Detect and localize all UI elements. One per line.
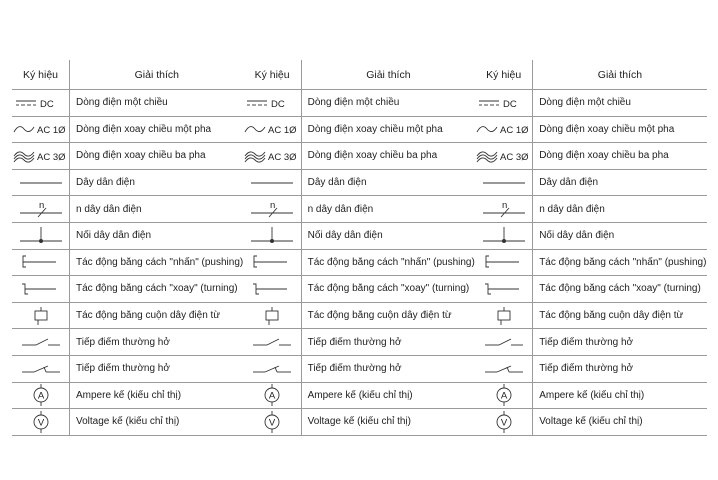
ac-single-phase-icon <box>12 117 70 143</box>
row-description: Tiếp điểm thường hở <box>539 336 634 348</box>
symbol-text: V <box>37 417 44 429</box>
push-actuator-icon <box>12 250 70 276</box>
ammeter-icon <box>475 383 533 409</box>
table-row <box>244 90 476 117</box>
row-description: Ampere kế (kiểu chỉ thị) <box>307 389 413 401</box>
wire-icon <box>244 170 302 196</box>
ac-single-phase-icon <box>244 117 302 143</box>
header-symbol: Ký hiệu <box>12 60 70 89</box>
symbol-text: V <box>268 417 276 429</box>
normally-open-contact-alt-icon <box>244 356 302 382</box>
table-row <box>244 409 476 436</box>
table-row <box>12 223 244 250</box>
row-description: Tác động bằng cách "xoay" (turning) <box>307 283 470 295</box>
row-description: n dây dẫn điện <box>307 203 374 215</box>
symbol-text: A <box>500 390 507 402</box>
symbol-text: n <box>501 200 507 212</box>
row-description: Tác động bằng cách "nhấn" (pushing) <box>307 256 475 268</box>
row-description: Dòng điện một chiều <box>539 97 631 109</box>
table-row <box>475 90 707 117</box>
dc-icon <box>244 90 302 116</box>
row-description: Dây dẫn điện <box>539 177 599 189</box>
table-row <box>475 170 707 197</box>
table-panel <box>244 60 476 436</box>
row-description: n dây dẫn điện <box>539 203 605 215</box>
coil-actuator-icon <box>244 303 302 329</box>
symbol-text: V <box>500 417 507 429</box>
push-actuator-icon <box>244 250 302 276</box>
symbol-text: AC 1Ø <box>36 125 66 137</box>
header-symbol: Ký hiệu <box>244 60 302 89</box>
row-description: Tiếp điểm thường hở <box>76 363 170 375</box>
row-description: Tác động bằng cách "nhấn" (pushing) <box>539 256 707 268</box>
n-wires-icon <box>244 196 302 222</box>
row-description: Nối dây dẫn điện <box>539 230 615 242</box>
table-panel <box>475 60 707 436</box>
table-row <box>12 196 244 223</box>
ac-single-phase-icon <box>475 117 533 143</box>
table-header-row <box>244 60 476 90</box>
row-description: Tác động bằng cuộn dây điện từ <box>76 310 221 322</box>
coil-actuator-icon <box>475 303 533 329</box>
table-header-row <box>475 60 707 90</box>
table-row <box>12 250 244 277</box>
symbol-text: AC 3Ø <box>36 151 66 163</box>
table-row <box>12 383 244 410</box>
table-row <box>475 276 707 303</box>
wire-junction-icon <box>12 223 70 249</box>
table-row <box>475 250 707 277</box>
table-row <box>475 117 707 144</box>
table-row <box>244 117 476 144</box>
row-description: Dòng điện xoay chiều ba pha <box>76 150 206 162</box>
table-row <box>475 356 707 383</box>
coil-actuator-icon <box>12 303 70 329</box>
table-header-row <box>12 60 244 90</box>
table-row <box>244 356 476 383</box>
symbol-table <box>12 60 707 436</box>
row-description: Tiếp điểm thường hở <box>307 336 402 348</box>
row-description: n dây dẫn điện <box>76 203 142 215</box>
row-description: Tác động bằng cách "xoay" (turning) <box>76 283 238 295</box>
row-description: Voltage kế (kiểu chỉ thị) <box>307 416 411 428</box>
symbol-text: DC <box>502 98 517 110</box>
row-description: Dòng điện một chiều <box>307 97 400 109</box>
table-row <box>244 303 476 330</box>
symbol-text: DC <box>39 98 54 110</box>
symbol-text: DC <box>271 98 285 110</box>
header-symbol: Ký hiệu <box>475 60 533 89</box>
header-explanation: Giải thích <box>134 68 179 81</box>
symbol-text: n <box>270 200 276 212</box>
table-row <box>12 409 244 436</box>
row-description: Dây dẫn điện <box>76 177 135 189</box>
normally-open-contact-icon <box>475 329 533 355</box>
row-description: Dòng điện xoay chiều một pha <box>307 123 443 135</box>
ac-three-phase-icon <box>244 143 302 169</box>
symbol-text: n <box>38 200 44 212</box>
row-description: Ampere kế (kiểu chỉ thị) <box>76 389 182 401</box>
table-row <box>244 250 476 277</box>
row-description: Tiếp điểm thường hở <box>76 336 170 348</box>
voltmeter-icon <box>244 409 302 435</box>
table-row <box>12 329 244 356</box>
row-description: Nối dây dẫn điện <box>76 230 152 242</box>
row-description: Dây dẫn điện <box>307 177 367 189</box>
table-row <box>475 143 707 170</box>
turn-actuator-icon <box>475 276 533 302</box>
table-row <box>244 383 476 410</box>
normally-open-contact-alt-icon <box>12 356 70 382</box>
row-description: Tác động bằng cuộn dây điện từ <box>307 310 452 322</box>
row-description: Nối dây dẫn điện <box>307 230 383 242</box>
symbol-text: AC 3Ø <box>499 151 529 163</box>
row-description: Ampere kế (kiểu chỉ thị) <box>539 389 645 401</box>
table-row <box>12 143 244 170</box>
ammeter-icon <box>12 383 70 409</box>
row-description: Dòng điện một chiều <box>76 97 168 109</box>
table-row <box>244 196 476 223</box>
table-row <box>475 409 707 436</box>
symbol-text: AC 3Ø <box>268 151 297 163</box>
row-description: Voltage kế (kiểu chỉ thị) <box>76 416 180 428</box>
symbol-text: A <box>268 390 276 402</box>
table-row <box>244 276 476 303</box>
wire-icon <box>12 170 70 196</box>
table-row <box>475 383 707 410</box>
ac-three-phase-icon <box>475 143 533 169</box>
symbol-text: AC 1Ø <box>268 125 297 137</box>
turn-actuator-icon <box>12 276 70 302</box>
table-row <box>12 117 244 144</box>
wire-junction-icon <box>244 223 302 249</box>
push-actuator-icon <box>475 250 533 276</box>
n-wires-icon <box>12 196 70 222</box>
row-description: Dòng điện xoay chiều một pha <box>539 123 675 135</box>
row-description: Dòng điện xoay chiều ba pha <box>307 150 438 162</box>
table-row <box>12 303 244 330</box>
voltmeter-icon <box>12 409 70 435</box>
table-panel <box>12 60 244 436</box>
ammeter-icon <box>244 383 302 409</box>
table-row <box>475 223 707 250</box>
header-explanation: Giải thích <box>597 68 643 81</box>
wire-junction-icon <box>475 223 533 249</box>
voltmeter-icon <box>475 409 533 435</box>
table-row <box>475 329 707 356</box>
n-wires-icon <box>475 196 533 222</box>
table-row <box>475 196 707 223</box>
row-description: Dòng điện xoay chiều ba pha <box>539 150 669 162</box>
row-description: Tác động bằng cách "nhấn" (pushing) <box>76 256 244 268</box>
turn-actuator-icon <box>244 276 302 302</box>
dc-icon <box>475 90 533 116</box>
row-description: Tác động bằng cách "xoay" (turning) <box>539 283 701 295</box>
normally-open-contact-alt-icon <box>475 356 533 382</box>
row-description: Tiếp điểm thường hở <box>307 363 402 375</box>
table-row <box>244 223 476 250</box>
symbol-text: A <box>37 390 44 402</box>
ac-three-phase-icon <box>12 143 70 169</box>
row-description: Voltage kế (kiểu chỉ thị) <box>539 416 643 428</box>
dc-icon <box>12 90 70 116</box>
table-row <box>244 170 476 197</box>
table-row <box>12 356 244 383</box>
normally-open-contact-icon <box>244 329 302 355</box>
table-row <box>475 303 707 330</box>
table-row <box>12 276 244 303</box>
wire-icon <box>475 170 533 196</box>
table-row <box>12 90 244 117</box>
row-description: Dòng điện xoay chiều một pha <box>76 123 212 135</box>
row-description: Tiếp điểm thường hở <box>539 363 634 375</box>
table-row <box>244 143 476 170</box>
table-row <box>244 329 476 356</box>
symbol-text: AC 1Ø <box>499 125 529 137</box>
header-explanation: Giải thích <box>366 68 411 81</box>
row-description: Tác động bằng cuộn dây điện từ <box>539 310 684 322</box>
normally-open-contact-icon <box>12 329 70 355</box>
table-row <box>12 170 244 197</box>
